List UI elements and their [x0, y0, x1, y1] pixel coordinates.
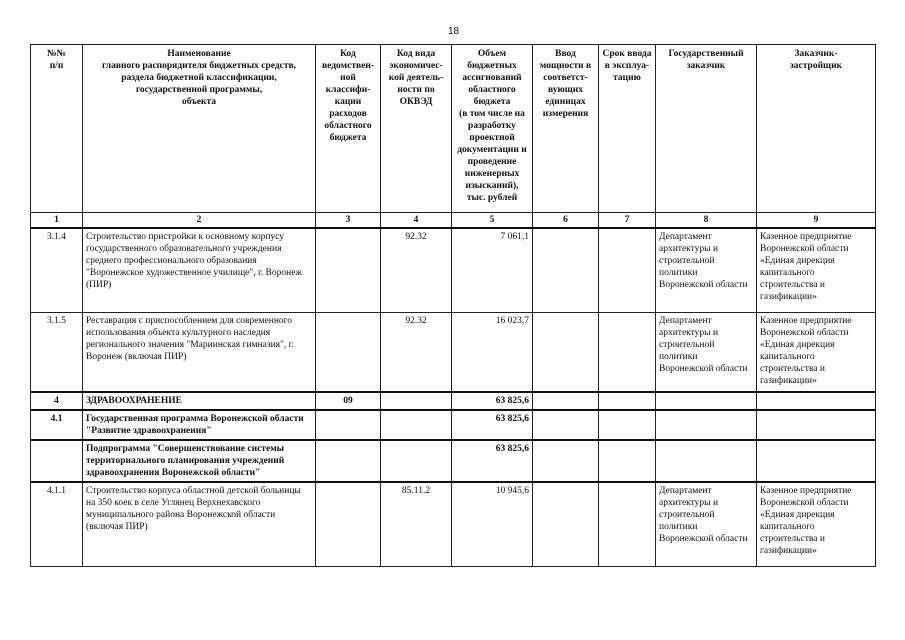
row-name: Реставрация с приспособлением для современного использования объекта культурного наследия регионального значения "Мариинская гимназия", г. Воронеж (включая ПИР)	[83, 312, 316, 392]
header-row	[31, 45, 876, 213]
header-cell-okved: Код вида экономичес- кой деятель- ности по ОКВЭД	[381, 45, 452, 213]
row-developer	[757, 392, 876, 410]
row-term	[599, 482, 656, 566]
row-customer: Департамент архитектуры и строительной политики Воронежской области	[656, 312, 757, 392]
column-number: 9	[757, 213, 876, 229]
column-number: 7	[599, 213, 656, 229]
row-okved: 92.32	[381, 312, 452, 392]
row-customer: Департамент архитектуры и строительной политики Воронежской области	[656, 228, 757, 312]
table-row	[31, 228, 876, 312]
header-cell-num: №№ п/п	[31, 45, 83, 213]
row-capacity	[533, 410, 599, 440]
column-number: 2	[83, 213, 316, 229]
column-number: 6	[533, 213, 599, 229]
table-row	[31, 410, 876, 440]
row-num: 3.1.5	[31, 312, 83, 392]
header-cell-amount: Объем бюджетных ассигнований областного бюджета (в том числе на разработку проектной документации и проведение инженерных изысканий), тыс. рублей	[452, 45, 533, 213]
row-okved	[381, 410, 452, 440]
row-customer	[656, 392, 757, 410]
row-capacity	[533, 312, 599, 392]
row-customer	[656, 410, 757, 440]
row-developer: Казенное предприятие Воронежской области «Единая дирекция капитального строительства и газификации»	[757, 228, 876, 312]
row-term	[599, 440, 656, 482]
row-okved	[381, 440, 452, 482]
column-number-row	[31, 213, 876, 229]
row-dept-code: 09	[316, 392, 381, 410]
row-customer: Департамент архитектуры и строительной политики Воронежской области	[656, 482, 757, 566]
row-capacity	[533, 392, 599, 410]
budget-table	[30, 44, 876, 567]
row-name: ЗДРАВООХРАНЕНИЕ	[83, 392, 316, 410]
row-okved	[381, 392, 452, 410]
row-dept-code	[316, 410, 381, 440]
row-num: 4	[31, 392, 83, 410]
row-amount: 63 825,6	[452, 410, 533, 440]
row-capacity	[533, 482, 599, 566]
row-okved: 85.11.2	[381, 482, 452, 566]
table-row	[31, 482, 876, 566]
header-cell-customer: Государственный заказчик	[656, 45, 757, 213]
row-num: 4.1	[31, 410, 83, 440]
table-row	[31, 312, 876, 392]
row-customer	[656, 440, 757, 482]
row-dept-code	[316, 440, 381, 482]
header-cell-capacity: Ввод мощности в соответст- вующих единицах измерения	[533, 45, 599, 213]
row-amount: 10 945,6	[452, 482, 533, 566]
row-amount: 63 825,6	[452, 440, 533, 482]
page-number: 18	[448, 26, 460, 37]
row-amount: 63 825,6	[452, 392, 533, 410]
row-name: Подпрограмма "Совершенствование системы территориального планирования учреждений здравоохранения Воронежской области"	[83, 440, 316, 482]
row-term	[599, 312, 656, 392]
row-term	[599, 410, 656, 440]
header-cell-developer: Заказчик- застройщик	[757, 45, 876, 213]
row-term	[599, 228, 656, 312]
row-dept-code	[316, 312, 381, 392]
row-amount: 16 023,7	[452, 312, 533, 392]
row-amount: 7 061,1	[452, 228, 533, 312]
column-number: 8	[656, 213, 757, 229]
row-num: 4.1.1	[31, 482, 83, 566]
header-cell-dept-code: Код ведомствен- ной классифи- кации расходов областного бюджета	[316, 45, 381, 213]
table-row	[31, 392, 876, 410]
row-name: Строительство корпуса областной детской больницы на 350 коек в селе Углянец Верхнехавского муниципального района Воронежской области (включая ПИР)	[83, 482, 316, 566]
column-number: 4	[381, 213, 452, 229]
header-cell-term: Срок ввода в эксплуа- тацию	[599, 45, 656, 213]
row-term	[599, 392, 656, 410]
row-num	[31, 440, 83, 482]
row-dept-code	[316, 482, 381, 566]
row-capacity	[533, 228, 599, 312]
column-number: 5	[452, 213, 533, 229]
column-number: 1	[31, 213, 83, 229]
column-number: 3	[316, 213, 381, 229]
row-name: Государственная программа Воронежской области "Развитие здравоохранения"	[83, 410, 316, 440]
row-name: Строительство пристройки к основному корпусу государственного образовательного учреждения среднего профессионального образования "Воронежское художественное училище", г. Воронеж (ПИР)	[83, 228, 316, 312]
header-cell-name: Наименование главного распорядителя бюджетных средств, раздела бюджетной классификации, государственной программы, объекта	[83, 45, 316, 213]
row-developer: Казенное предприятие Воронежской области «Единая дирекция капитального строительства и газификации»	[757, 482, 876, 566]
row-capacity	[533, 440, 599, 482]
row-dept-code	[316, 228, 381, 312]
row-developer	[757, 440, 876, 482]
row-okved: 92.32	[381, 228, 452, 312]
table-row	[31, 440, 876, 482]
row-developer	[757, 410, 876, 440]
row-developer: Казенное предприятие Воронежской области «Единая дирекция капитального строительства и газификации»	[757, 312, 876, 392]
row-num: 3.1.4	[31, 228, 83, 312]
